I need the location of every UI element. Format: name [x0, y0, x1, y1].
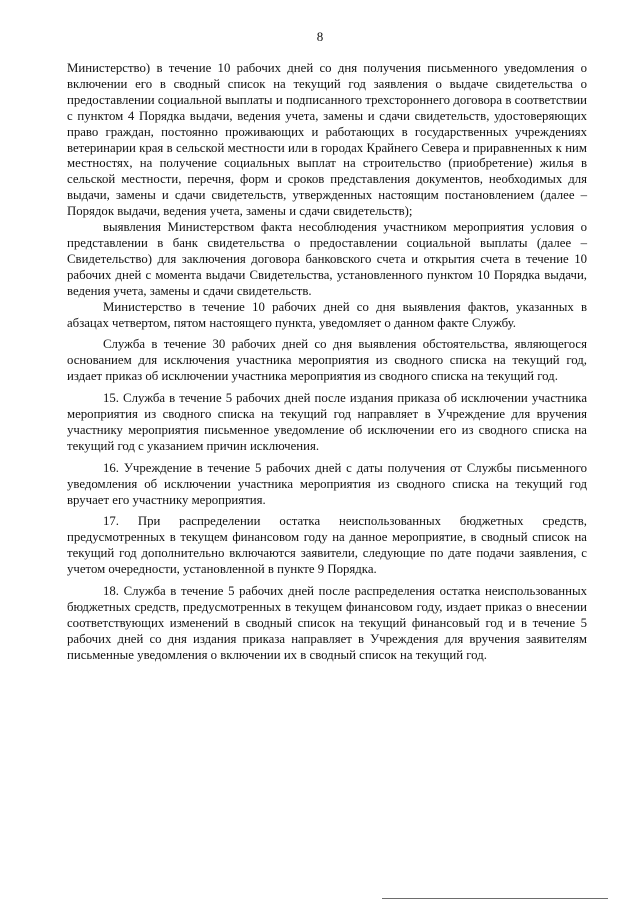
paragraph-continuation: Министерство) в течение 10 рабочих дней со дня получения письменного уведомления о включении его в сводный список на текущий год заявления о выдаче свидетельства о предоставлении социальной выплаты и подписанного трехстороннего договора в соответствии с пунктом 4 Порядка выдачи, ведения учета, замены и сдачи свидетельств, удостоверяющих право граждан, постоянно проживающих и работающих в государственных учреждениях ветеринарии края в сельской местности или в городах Крайнего Севера и приравненных к ним местностях, на получение социальных выплат на строительство (приобретение) жилья в сельской местности, перечня, форм и сроков представления документов, необходимых для выдачи, замены и сдачи свидетельств, утвержденных настоящим постановлением (далее – Порядок выдачи, ведения учета, замены и сдачи свидетельств); [67, 61, 587, 219]
paragraph-item-17: 17. При распределении остатка неиспользованных бюджетных средств, предусмотренных в текущем финансовом году на данное мероприятие, в сводный список на текущий год дополнительно включаются заявители, следующие по дате подачи заявления, с учетом очередности, установленной в пункте 9 Порядка. [67, 514, 587, 577]
document-body [67, 61, 587, 670]
paragraph-service-order: Служба в течение 30 рабочих дней со дня выявления обстоятельства, являющегося основанием для исключения участника мероприятия из сводного списка на текущий год, издает приказ об исключении участника мероприятия из сводного списка на текущий год. [67, 337, 587, 384]
paragraph-violation-condition: выявления Министерством факта несоблюдения участником мероприятия условия о представлении в банк свидетельства о предоставлении социальной выплаты (далее – Свидетельство) для заключения договора банковского счета и открытия счета в течение 10 рабочих дней с момента выдачи Свидетельства, установленного пунктом 10 Порядка выдачи, ведения учета, замены и сдачи свидетельств. [67, 220, 587, 298]
paragraph-ministry-notice: Министерство в течение 10 рабочих дней со дня выявления фактов, указанных в абзацах четвертом, пятом настоящего пункта, уведомляет о данном факте Службу. [67, 299, 587, 330]
footer-divider [382, 898, 608, 899]
paragraph-item-18: 18. Служба в течение 5 рабочих дней после распределения остатка неиспользованных бюджетных средств, предусмотренных в текущем финансовом году, издает приказ о внесении соответствующих изменений в сводный список на текущий финансовый год и в течение 5 рабочих дней со дня издания приказа направляет в Учреждения для вручения заявителям письменные уведомления о включении их в сводный список на текущий год. [67, 584, 587, 662]
page-number: 8 [316, 29, 324, 44]
paragraph-item-15: 15. Служба в течение 5 рабочих дней после издания приказа об исключении участника мероприятия из сводного списка на текущий год направляет в Учреждение для вручения участнику мероприятия письменное уведомление об исключении его из сводного списка на текущий год с указанием причин исключения. [67, 391, 587, 453]
paragraph-item-16: 16. Учреждение в течение 5 рабочих дней с даты получения от Службы письменного уведомления об исключении участника мероприятия из сводного списка на текущий год вручает его участнику мероприятия. [67, 460, 587, 507]
